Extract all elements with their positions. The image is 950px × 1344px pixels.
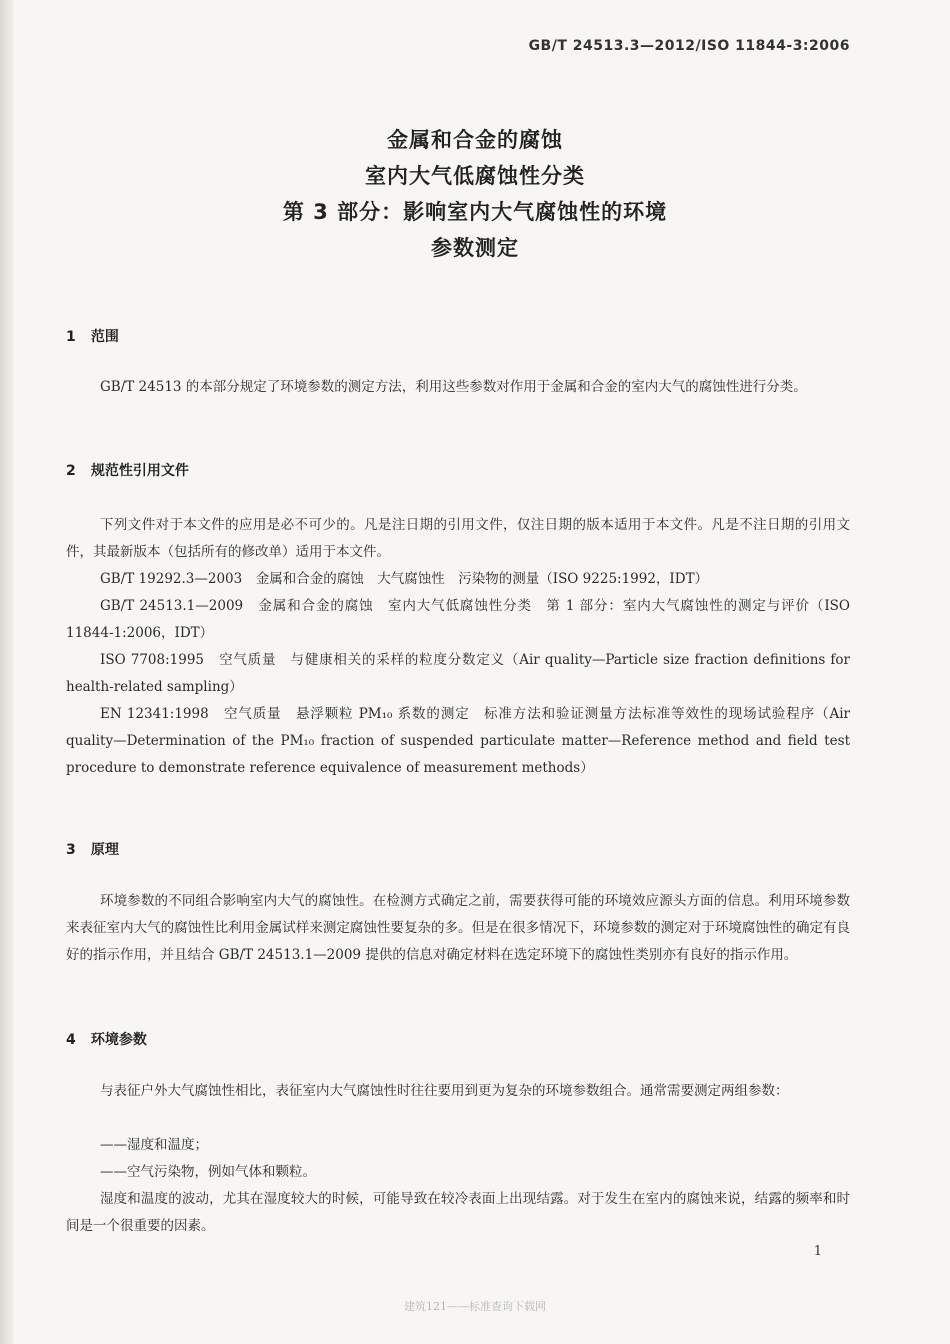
section-3-paragraph: 环境参数的不同组合影响室内大气的腐蚀性。在检测方式确定之前，需要获得可能的环境效应源头方面的信息。利用环境参数来表征室内大气的腐蚀性比利用金属试样来测定腐蚀性要复杂的多。但是在很多情况下，环境参数的测定对于环境腐蚀性的确定有良好的指示作用，并且结合 GB/T 24513.1—2009 提供的信息对确定材料在选定环境下的腐蚀性类别亦有良好的指示作用。 [66,893,850,963]
section-1-heading [66,326,119,346]
page-number: 1 [813,1244,822,1259]
section-1-paragraph: GB/T 24513 的本部分规定了环境参数的测定方法，利用这些参数对作用于金属和合金的室内大气的腐蚀性进行分类。 [100,379,807,395]
section-title: 范围 [90,329,119,345]
title-line-3: 第 3 部分：影响室内大气腐蚀性的环境 [282,200,668,224]
section-title: 环境参数 [90,1032,147,1048]
reference-item: EN 12341:1998 空气质量 悬浮颗粒 PM₁₀ 系数的测定 标准方法和验证测量方法标准等效性的现场试验程序（Air quality—Determination of the PM₁₀ fraction of suspended particulate matter—Reference method and field test procedure to demonstrate reference equivalence of measurement methods） [66,706,850,776]
section-number: 2 [66,463,76,479]
section-title: 规范性引用文件 [90,463,189,479]
document-title [0,122,950,266]
section-2-heading [66,460,189,480]
title-line-2: 室内大气低腐蚀性分类 [365,164,585,188]
reference-item: GB/T 19292.3—2003 金属和合金的腐蚀 大气腐蚀性 污染物的测量（ISO 9225:1992，IDT） [100,571,709,587]
title-line-4: 参数测定 [431,236,519,260]
section-2-intro: 下列文件对于本文件的应用是必不可少的。凡是注日期的引用文件，仅注日期的版本适用于本文件。凡是不注日期的引用文件，其最新版本（包括所有的修改单）适用于本文件。 [66,517,850,560]
section-number: 4 [66,1032,76,1048]
standard-code: GB/T 24513.3—2012/ISO 11844-3:2006 [528,38,850,54]
footer-watermark: 建筑121——标准查询下载网 [404,1300,546,1313]
section-4-paragraph-2: 湿度和温度的波动，尤其在湿度较大的时候，可能导致在较冷表面上出现结露。对于发生在室内的腐蚀来说，结露的频率和时间是一个很重要的因素。 [66,1191,850,1234]
list-item: ——空气污染物，例如气体和颗粒。 [100,1164,316,1180]
section-number: 3 [66,842,76,858]
section-title: 原理 [90,842,119,858]
section-number: 1 [66,329,76,345]
title-line-1: 金属和合金的腐蚀 [387,128,563,152]
section-4-heading [66,1029,147,1049]
list-item: ——湿度和温度； [100,1137,208,1153]
section-4-paragraph: 与表征户外大气腐蚀性相比，表征室内大气腐蚀性时往往要用到更为复杂的环境参数组合。通常需要测定两组参数： [100,1083,789,1099]
reference-item: ISO 7708:1995 空气质量 与健康相关的采样的粒度分数定义（Air quality—Particle size fraction definitions for health-related sampling） [66,652,850,695]
reference-item: GB/T 24513.1—2009 金属和合金的腐蚀 室内大气低腐蚀性分类 第 1 部分：室内大气腐蚀性的测定与评价（ISO 11844-1:2006，IDT） [66,598,850,641]
section-3-heading [66,839,119,859]
